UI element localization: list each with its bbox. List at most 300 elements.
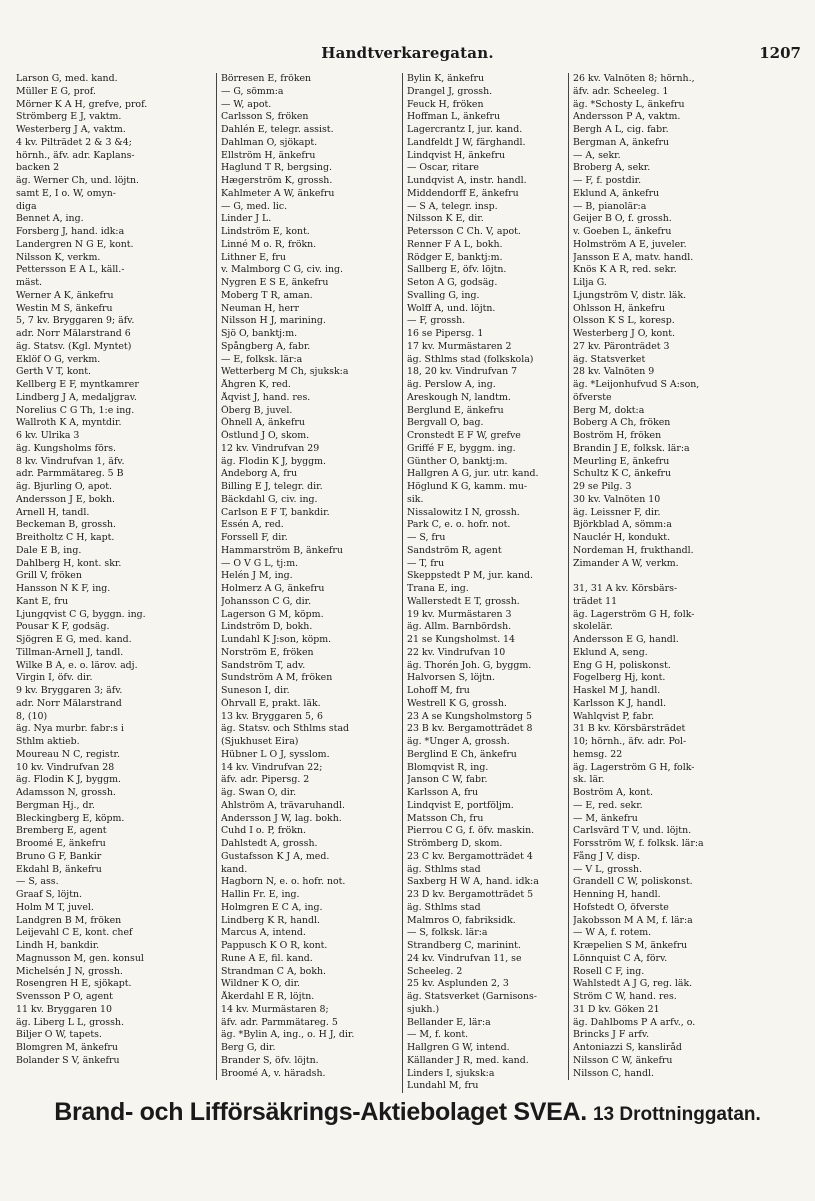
directory-columns [16,73,810,1153]
directory-entry: hemsg. 22 [573,748,623,760]
directory-entry: Günther O, banktj:m. [407,455,508,467]
directory-entry: Andeborg A, fru [221,468,298,480]
directory-entry: Geijer B O, f. grossh. [573,213,672,225]
directory-entry: Nilsson K E, dir. [407,213,484,225]
directory-entry: Billing E J, telegr. dir. [221,481,323,492]
directory-entry: Bennet A, ing. [16,213,84,225]
directory-entry: Lindqvist H, änkefru [407,149,506,161]
directory-entry: Ellström H, änkefru [221,149,316,161]
directory-entry: Halvorsen S, löjtn. [407,672,495,684]
directory-entry: Strömberg D, skom. [407,838,503,849]
directory-entry: Adamsson N, grossh. [16,787,116,798]
directory-entry: Nordeman H, frukthandl. [573,544,694,556]
directory-entry: Werner A K, änkefru [16,289,114,301]
directory-entry: Kræpelien S M, änkefru [573,940,688,951]
directory-entry: Middendorff E, änkefru [407,187,519,199]
directory-entry: Öhnell A, änkefru [221,417,305,429]
directory-entry: — S, folksk. lär:a [407,927,488,939]
directory-entry: Sallberg E, öfv. löjtn. [407,264,507,276]
directory-entry: Wetterberg M Ch, sjuksk:a [221,366,349,378]
directory-entry: Virgin I, öfv. dir. [16,672,93,684]
directory-entry: äg. Thorén Joh. G, byggm. [407,659,532,671]
directory-entry: — B, pianolär:a [573,200,647,212]
directory-entry: Eklöf O G, verkm. [16,353,101,365]
directory-entry: Gerth V T, kont. [16,366,91,378]
directory-entry: äg. Sthlms stad [407,863,481,875]
directory-entry: Andersson P A, vaktm. [573,111,681,123]
directory-entry: Eng G H, poliskonst. [573,659,671,671]
directory-entry: Hammarström B, änkefru [221,544,343,556]
directory-entry: äg. *Bylin A, ing., o. H J, dir. [221,1029,355,1041]
directory-entry: Ahlström A, trävaruhandl. [221,799,345,811]
directory-entry: Kellberg E F, myntkamrer [16,379,139,390]
directory-entry [573,570,811,583]
directory-entry: Lundahl K J:son, köpm. [221,634,332,645]
directory-entry: Nilsson K, verkm. [16,251,101,263]
directory-entry: Lindberg J A, medaljgrav. [16,391,137,403]
directory-entry: Petersson C Ch. V, apot. [407,226,521,237]
directory-entry: äg. Sthlms stad (folkskola) [407,353,534,365]
directory-entry: äg. Statsverket (Garnisons- [407,991,537,1002]
directory-entry: äfv. adr. Pipersg. 2 [221,774,310,786]
directory-entry: 23 D kv. Bergamotträdet 5 [407,889,534,900]
directory-entry: Ljungqvist C G, byggn. ing. [16,608,146,620]
directory-entry: Westrell K G, grossh. [407,697,507,709]
directory-entry: 13 kv. Bryggaren 5, 6 [221,710,323,722]
directory-entry: Kahlmeter A W, änkefru [221,187,335,199]
directory-entry: Westerberg J O, kont. [573,328,675,339]
directory-entry: Lindberg K R, handl. [221,914,320,926]
directory-entry: Arnell H, tandl. [16,506,90,518]
directory-entry: — Oscar, ritare [407,162,479,174]
directory-entry: Dahlén E, telegr. assist. [221,124,334,135]
directory-entry: Areskough N, landtm. [407,391,511,403]
directory-entry: Carlson E F T, bankdir. [221,506,330,518]
directory-entry: Moberg T R, aman. [221,289,313,301]
directory-entry: Nilsson H J, marining. [221,315,326,327]
directory-entry: Meurling E, änkefru [573,455,670,467]
directory-entry: äg. Flodin K J, byggm. [221,455,327,467]
directory-entry: — F, f. postdir. [573,175,642,186]
directory-entry: Carlsson S, fröken [221,111,309,123]
directory-entry: äg. Statsv. (Kgl. Myntet) [16,340,132,352]
advert-text: Brand- och Lifförsäkrings-Aktiebolaget SVEA. [54,1098,587,1126]
directory-entry: Eklund A, seng. [573,646,648,658]
directory-entry: Bergh A L, cig. fabr. [573,124,669,135]
directory-entry: Strandman C A, bokh. [221,965,327,977]
directory-entry: v. Goeben L, änkefru [573,226,672,237]
directory-entry: Lithner E, fru [221,251,286,263]
directory-entry: Wilke B A, e. o. lärov. adj. [16,659,138,671]
directory-entry: Åhgren K, red. [221,379,291,390]
advert-address: 13 Drottninggatan. [592,1104,761,1125]
directory-entry: backen 2 [16,162,60,174]
directory-entry: Berglund E, änkefru [407,404,504,416]
directory-entry: Boström H, fröken [573,430,662,441]
directory-entry: Wallerstedt E T, grossh. [407,595,520,607]
directory-entry: Rödger E, banktj:m. [407,251,503,263]
directory-entry: Hægerström K, grossh. [221,175,333,186]
directory-entry: hörnh., äfv. adr. Kaplans- [16,149,135,161]
directory-entry: Dale E B, ing. [16,544,82,556]
directory-entry: Hofstedt O, öfverste [573,901,669,913]
directory-entry: äfv. adr. Scheeleg. 1 [573,85,669,97]
directory-entry: Bruno G F, Bankir [16,850,102,862]
directory-entry: Ström C W, hand. res. [573,991,677,1002]
directory-entry: Grandell C W, poliskonst. [573,876,693,888]
directory-entry: Suneson I, dir. [221,685,290,696]
directory-entry: 23 C kv. Bergamotträdet 4 [407,850,533,862]
directory-entry: Marcus A, intend. [221,927,306,939]
directory-entry: skolelär. [573,621,613,633]
directory-entry: Moureau N C, registr. [16,748,120,760]
directory-entry: Westerberg J A, vaktm. [16,124,126,135]
directory-entry: Boberg A Ch, fröken [573,417,671,429]
directory-entry: Ohlsson H, änkefru [573,302,665,314]
directory-entry: äg. Sthlms stad [407,901,481,913]
directory-column-2 [216,73,407,1080]
directory-entry: äg. Bjurling O, apot. [16,481,112,492]
directory-entry: Gustafsson K J A, med. [221,850,330,862]
directory-entry: Carlsvärd T V, und. löjtn. [573,825,692,837]
directory-entry: Feuck H, fröken [407,98,484,110]
directory-entry: Helén J M, ing. [221,570,293,582]
directory-entry: 18, 20 kv. Vindrufvan 7 [407,366,518,378]
directory-entry: v. Malmborg C G, civ. ing. [221,264,344,276]
directory-entry: (Sjukhuset Eira) [221,736,299,747]
directory-entry: Blomgren M, änkefru [16,1042,118,1053]
directory-entry: Spångberg A, fabr. [221,340,311,352]
directory-entry: Cronstedt E F W, grefve [407,430,521,441]
directory-entry: Bellander E, lär:a [407,1016,491,1028]
directory-entry: Cuhd I o. P, frökn. [221,825,307,837]
directory-entry: Renner F A L, bokh. [407,238,503,250]
directory-entry: 19 kv. Murmästaren 3 [407,608,512,620]
directory-entry: adr. Norr Mälarstrand [16,697,122,709]
directory-entry: Haskel M J, handl. [573,685,661,696]
directory-entry: äg. Lagerström G H, folk- [573,608,695,620]
directory-entry: Jakobsson M A M, f. lär:a [573,914,693,926]
directory-entry: 23 A se Kungsholmstorg 5 [407,710,532,722]
directory-entry: Bergvall O, bag. [407,417,484,429]
advertisement-banner [0,1098,815,1138]
directory-entry: Norelius C G Th, 1:e ing. [16,404,135,416]
directory-entry: Rosengren H E, sjökapt. [16,978,132,990]
directory-entry: Sjögren E G, med. kand. [16,634,132,645]
directory-entry: äfv. adr. Parmmätareg. 5 [221,1016,338,1028]
directory-entry: 11 kv. Bryggaren 10 [16,1003,112,1015]
directory-entry: adr. Parmmätareg. 5 B [16,468,124,480]
directory-entry: Åqvist J, hand. res. [221,391,311,403]
directory-entry: Landfeldt J W, färghandl. [407,136,526,148]
directory-entry: Holmerz A G, änkefru [221,583,325,594]
directory-entry: Matsson Ch, fru [407,812,484,824]
directory-entry: Pappusch K O R, kont. [221,940,328,951]
directory-entry: Boström A, kont. [573,787,653,798]
directory-entry: — S, ass. [16,876,59,888]
directory-entry: — O V G L, tj:m. [221,557,299,569]
directory-entry: Bolander S V, änkefru [16,1054,120,1066]
directory-entry: Graaf S, löjtn. [16,889,82,900]
directory-entry: äg. Liberg L L, grossh. [16,1016,124,1028]
directory-entry: Linder J L. [221,213,272,225]
directory-entry: Landgren B M, fröken [16,914,122,926]
directory-entry: Fång J V, disp. [573,850,641,862]
directory-entry: — A, sekr. [573,149,621,161]
directory-entry: Rune A E, fil. kand. [221,952,313,964]
directory-entry: Haglund T R, bergsing. [221,162,332,174]
directory-entry: Hallgren A G, jur. utr. kand. [407,468,539,480]
directory-entry: Biljer O W, tapets. [16,1029,102,1041]
directory-entry: Hallgren G W, intend. [407,1042,510,1053]
directory-entry: Breitholtz C H, kapt. [16,532,115,543]
directory-entry: Linné M o. R, frökn. [221,238,317,250]
directory-entry: Olsson K S L, koresp. [573,315,675,327]
directory-entry: Bylin K, änkefru [407,73,485,84]
directory-column-3 [402,73,567,1093]
directory-entry: Forssell F, dir. [221,532,288,543]
directory-entry: — M, änkefru [573,812,638,824]
directory-entry: Hoffman L, änkefru [407,111,501,123]
directory-entry: Lindström D, bokh. [221,621,313,633]
directory-entry: Westin M S, änkefru [16,302,113,314]
directory-entry: Knös K A R, red. sekr. [573,264,677,276]
directory-entry: Hansson N K F, ing. [16,583,111,594]
directory-entry: Strandberg C, marinint. [407,940,521,951]
directory-entry: — V L, grossh. [573,863,643,875]
page-header [0,44,815,74]
directory-entry: äg. *Schosty L, änkefru [573,98,685,110]
directory-entry: Bergman A, änkefru [573,136,669,148]
directory-entry: 21 se Kungsholmst. 14 [407,634,515,645]
directory-entry: trädet 11 [573,595,618,607]
page-number: 1207 [759,44,801,62]
directory-entry: — E, red. sekr. [573,799,643,811]
directory-entry: Åkerdahl E R, löjtn. [221,991,315,1002]
directory-entry: Strömberg E J, vaktm. [16,111,122,123]
directory-entry: — W, apot. [221,98,272,110]
directory-entry: 12 kv. Vindrufvan 29 [221,442,320,454]
directory-entry: Berglind E Ch, änkefru [407,748,517,760]
directory-entry: Hübner L O J, sysslom. [221,748,330,760]
directory-entry: — T, fru [407,557,445,569]
directory-entry: Sandström T, adv. [221,659,306,671]
directory-entry: Saxberg H W A, hand. idk:a [407,876,539,888]
directory-entry: Skeppstedt P M, jur. kand. [407,570,534,582]
directory-entry: äg. Leissner F, dir. [573,506,661,518]
directory-entry: Malmros O, fabriksidk. [407,914,516,926]
directory-entry: 14 kv. Murmästaren 8; [221,1003,329,1015]
directory-entry: — F, grossh. [407,315,466,327]
directory-entry: Brincks J F arfv. [573,1029,650,1041]
directory-entry: 26 kv. Valnöten 8; hörnh., [573,73,695,84]
directory-entry: Pierrou C G, f. öfv. maskin. [407,825,535,837]
directory-entry: samt E, I o. W, omyn- [16,187,116,199]
directory-entry: Grill V, fröken [16,570,82,582]
directory-entry: Andersson E G, handl. [573,634,679,645]
directory-entry: Forsberg J, hand. idk:a [16,226,125,237]
directory-entry: Öhrvall E, prakt. läk. [221,697,321,709]
directory-entry: Börresen E, fröken [221,73,312,84]
directory-entry: Berg G, dir. [221,1042,276,1053]
directory-entry: Karlsson A, fru [407,787,479,798]
directory-entry: Nilsson C W, änkefru [573,1054,673,1066]
directory-entry: Wahlqvist P, fabr. [573,710,655,722]
directory-entry: Bäckdahl G, civ. ing. [221,493,318,505]
directory-entry: Broomé A, v. häradsh. [221,1067,326,1079]
directory-entry: diga [16,200,37,212]
directory-entry: sjukh.) [407,1003,440,1015]
directory-entry: Brandin J E, folksk. lär:a [573,442,690,454]
directory-entry: 10 kv. Vindrufvan 28 [16,761,115,773]
directory-entry: Norström E, fröken [221,646,314,658]
directory-entry: 31 D kv. Göken 21 [573,1003,660,1015]
directory-entry: Lindström E, kont. [221,226,310,237]
directory-entry: äg. Kungsholms förs. [16,442,116,454]
directory-entry: Sthlm aktieb. [16,736,80,747]
directory-entry: 24 kv. Vindrufvan 11, se [407,952,522,964]
directory-entry: Eklund A, änkefru [573,187,660,199]
directory-entry: Dahlberg H, kont. skr. [16,557,122,569]
directory-entry: Linders I, sjuksk:a [407,1067,495,1079]
directory-entry: Drangel J, grossh. [407,85,493,97]
directory-entry: 6 kv. Ulrika 3 [16,430,80,441]
directory-entry: Bergman Hj., dr. [16,799,95,811]
directory-entry: Michelsén J N, grossh. [16,965,123,977]
directory-entry: Mörner K A H, grefve, prof. [16,98,148,110]
directory-entry: 8, (10) [16,710,48,722]
directory-entry: Svensson P O, agent [16,991,113,1002]
directory-entry: Svalling G, ing. [407,289,480,301]
directory-entry: Henning H, handl. [573,889,661,900]
directory-entry: Trana E, ing. [407,583,469,594]
directory-entry: — G, sömm:a [221,85,284,97]
directory-entry: Jansson E A, matv. handl. [573,251,694,263]
directory-entry: — E, folksk. lär:a [221,353,303,365]
directory-entry: Schultz K C, änkefru [573,468,672,480]
directory-entry: Müller E G, prof. [16,85,96,97]
directory-entry: Broomé E, änkefru [16,838,106,849]
directory-entry: Park C, e. o. hofr. not. [407,519,511,531]
directory-entry: 8 kv. Vindrufvan 1, äfv. [16,455,125,467]
directory-entry: Lönnquist C A, förv. [573,952,668,964]
directory-entry: — S, fru [407,532,446,543]
directory-entry: Hagborn N, e. o. hofr. not. [221,876,346,888]
directory-entry: — W A, f. rotem. [573,927,652,939]
directory-entry: Janson C W, fabr. [407,774,488,786]
directory-entry: Zimander A W, verkm. [573,557,679,569]
directory-entry: Andersson J E, bokh. [16,493,116,505]
directory-entry: 30 kv. Valnöten 10 [573,493,661,505]
directory-entry: 25 kv. Asplunden 2, 3 [407,978,509,990]
directory-entry: sk. lär. [573,774,605,786]
directory-entry: 23 B kv. Bergamotträdet 8 [407,723,533,735]
directory-entry: 27 kv. Päronträdet 3 [573,340,670,352]
directory-entry: Lindqvist E, portföljm. [407,799,514,811]
directory-entry: äg. Statsv. och Sthlms stad [221,723,350,735]
directory-entry: 29 se Pilg. 3 [573,481,632,492]
directory-entry: kand. [221,863,248,875]
directory-entry: Fogelberg Hj, kont. [573,672,666,684]
directory-entry: Höglund K G, kamm. mu- [407,481,528,492]
directory-entry: Blomqvist R, ing. [407,761,489,773]
directory-entry: Lindh H, bankdir. [16,940,100,951]
directory-entry: Nauclér H, kondukt. [573,532,671,543]
directory-entry: Magnusson M, gen. konsul [16,952,144,964]
directory-entry: Nygren E S E, änkefru [221,277,329,288]
directory-entry: — S A, telegr. insp. [407,200,498,212]
directory-entry: 14 kv. Vindrufvan 22; [221,761,323,773]
directory-entry: Lagerson G M, köpm. [221,608,324,620]
directory-entry: Kant E, fru [16,595,69,607]
directory-entry: Forsström W, f. folksk. lär:a [573,838,704,849]
directory-entry: äg. Dahlboms P A arfv., o. [573,1016,696,1028]
directory-entry: Nilsson C, handl. [573,1067,654,1079]
directory-entry: äg. Lagerström G H, folk- [573,761,695,773]
directory-entry: öfverste [573,391,612,403]
directory-entry: äg. Swan O, dir. [221,787,297,798]
directory-entry: Karlsson K J, handl. [573,697,667,709]
directory-entry: Sjö O, banktj:m. [221,328,298,339]
directory-entry: 17 kv. Murmästaren 2 [407,340,512,352]
directory-entry: 31, 31 A kv. Körsbärs- [573,583,678,594]
directory-entry: äg. Statsverket [573,353,646,365]
directory-entry: — M, f. kont. [407,1029,469,1041]
directory-entry: 22 kv. Vindrufvan 10 [407,646,506,658]
directory-entry: äg. Nya murbr. fabr:s i [16,723,124,735]
directory-entry: Holmström A E, juveler. [573,238,687,250]
directory-entry: 5, 7 kv. Bryggaren 9; äfv. [16,315,135,327]
directory-entry: äg. Allm. Barnbördsh. [407,621,512,633]
directory-entry: 4 kv. Pilträdet 2 & 3 &4; [16,136,132,148]
directory-entry: Björkblad A, sömm:a [573,519,672,531]
directory-entry: Antoniazzi S, kansliråd [573,1042,682,1053]
directory-entry: Sandström R, agent [407,544,502,556]
directory-entry: sik. [407,493,424,505]
directory-entry: Lundahl M, fru [407,1080,479,1092]
directory-entry: mäst. [16,277,43,288]
directory-entry: Brander S, öfv. löjtn. [221,1054,319,1066]
directory-entry: äg. Flodin K J, byggm. [16,774,122,786]
directory-entry: — G, med. lic. [221,200,288,212]
directory-entry: Wildner K O, dir. [221,978,301,990]
directory-entry: 31 B kv. Körsbärsträdet [573,723,686,735]
directory-entry: Neuman H, herr [221,302,299,314]
directory-entry: Öberg B, juvel. [221,404,293,416]
directory-entry: Lundqvist A, instr. handl. [407,175,527,186]
street-title: Handtverkaregatan. [321,44,494,62]
directory-entry: Holm M T, juvel. [16,901,94,913]
directory-column-1 [16,73,212,1068]
directory-entry: äg. *Leijonhufvud S A:son, [573,379,700,390]
directory-entry: Wahlstedt A J G, reg. läk. [573,978,693,990]
directory-entry: Andersson J W, lag. bokh. [221,812,342,824]
directory-entry: Dahlstedt A, grossh. [221,838,318,849]
directory-entry: adr. Norr Mälarstrand 6 [16,328,131,339]
directory-entry: Sundström A M, fröken [221,672,333,684]
directory-entry: Essén A, red. [221,519,284,531]
directory-entry: Landergren N G E, kont. [16,238,134,250]
directory-entry: Tillman-Arnell J, tandl. [16,646,124,658]
directory-entry: Scheeleg. 2 [407,965,463,977]
directory-entry: Broberg A, sekr. [573,162,651,174]
directory-entry: Östlund J O, skom. [221,430,310,441]
directory-entry: Larson G, med. kand. [16,73,118,84]
directory-entry: Holmgren E C A, ing. [221,901,323,913]
directory-entry: Bleckingberg E, köpm. [16,812,125,824]
directory-entry: Beckeman B, grossh. [16,519,117,531]
directory-entry: Seton A G, godsäg. [407,277,498,288]
